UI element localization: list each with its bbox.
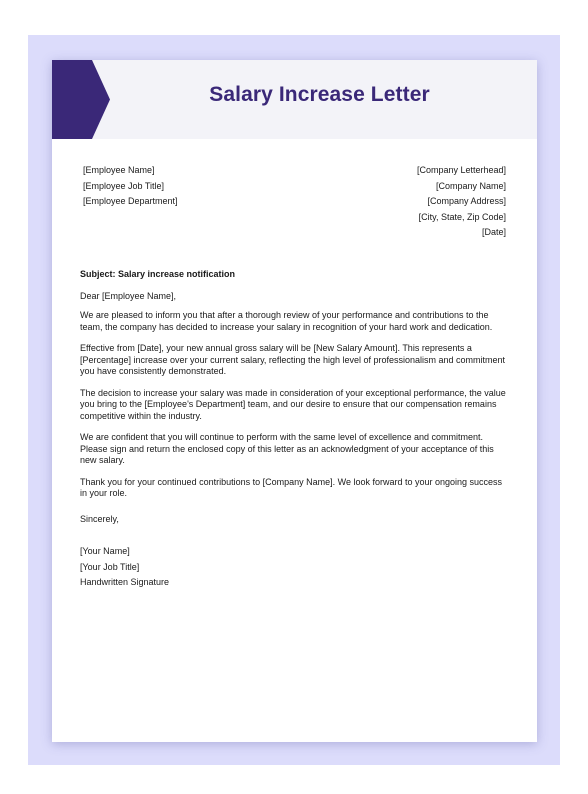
company-letterhead-line: [Company Letterhead] [416, 165, 506, 175]
employee-name-line: [Employee Name] [83, 165, 155, 175]
body-paragraph: We are pleased to inform you that after a thorough review of your performance and contributions to the team, the company has decided to increase your salary in recognition of your hard work and dedication. [80, 310, 493, 332]
company-address-line: [Company Address] [427, 196, 506, 206]
subject-line: Subject: Salary increase notification [80, 269, 236, 279]
letter-date-line: [Date] [481, 227, 506, 237]
body-paragraph: Effective from [Date], your new annual gross salary will be [New Salary Amount]. This represents a [Percentage] increase over your current salary, reflecting the high level of professionalism and commitment you have consistently demonstrated. [80, 343, 506, 376]
signer-name-line: [Your Name] [80, 546, 130, 556]
salutation: Dear [Employee Name], [80, 290, 177, 301]
signature-block [80, 544, 510, 591]
company-city-line: [City, State, Zip Code] [418, 211, 506, 222]
signer-job-title-line: [Your Job Title] [80, 561, 140, 572]
body-paragraph: Thank you for your continued contributions to [Company Name]. We look forward to your ongoing success in your role. [80, 476, 503, 498]
handwritten-signature-line: Handwritten Signature [80, 577, 170, 587]
employee-job-title-line: [Employee Job Title] [83, 180, 165, 191]
letter-title: Salary Increase Letter [209, 83, 430, 106]
body-paragraph: We are confident that you will continue to perform with the same level of excellence and commitment. Please sign and return the enclosed copy of this letter as an acknowledgment of your acceptance of this new salary. [80, 432, 494, 465]
body-paragraph: The decision to increase your salary was made in consideration of your exceptional performance, the value you bring to the [Employee's Department] team, and our desire to ensure that our compensation remains competitive within the industry. [80, 387, 506, 421]
employee-department-line: [Employee Department] [83, 196, 178, 206]
company-name-line: [Company Name] [435, 180, 506, 191]
letter-body [80, 269, 510, 591]
company-address-block [417, 163, 506, 241]
letter-sheet [52, 60, 537, 742]
employee-address-block [83, 163, 178, 210]
closing: Sincerely, [80, 513, 119, 524]
